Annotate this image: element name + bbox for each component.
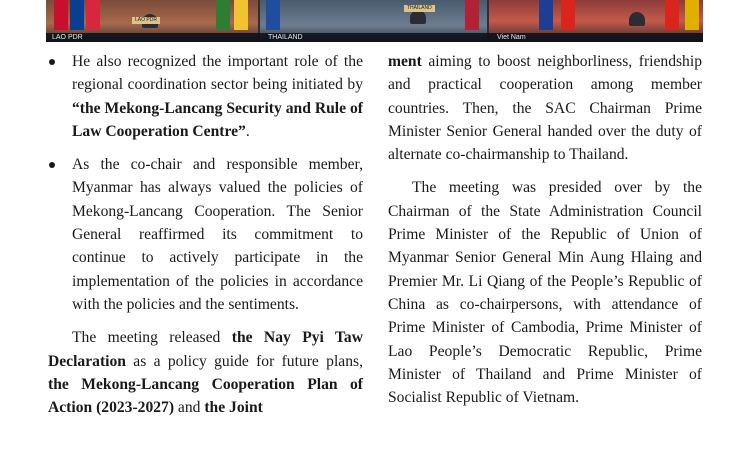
caption-bar [46, 33, 703, 42]
nameplate-thailand: THAILAND [404, 5, 435, 12]
right-p1-bold: ment [388, 53, 422, 70]
flag-icon [70, 0, 84, 30]
bullet-item-coordination [48, 50, 363, 143]
flag-icon [54, 0, 68, 30]
bullet-item-cochair [48, 153, 363, 316]
caption-vietnam: Viet Nam [497, 34, 526, 41]
caption-thailand: THAILAND [268, 34, 303, 41]
flag-icon [465, 0, 479, 30]
right-p1-text: aiming to boost neighborliness, friendship and practical cooperation among member countries. Then, the SAC Chairman Prime Minister Senior General handed over the duty of alternate co-chairmanship to Thailand. [388, 53, 702, 164]
para-bold-c: the Joint [204, 399, 263, 417]
bullet1-text-a: He also recognized the important role of the regional coordination sector being initiated by [72, 53, 363, 94]
video-conference-photo [46, 0, 703, 42]
para-bold-a: the Nay Pyi Taw Declaration [48, 329, 363, 370]
para-text-b: as a policy guide for future plans, [125, 352, 363, 370]
paragraph-presided: The meeting was presided over by the Chairman of the State Administration Council Prime Minister of the Republic of Union of Myanmar Senior General Min Aung Hlaing and Premier Mr. Li Qiang of the People’s Republic of China as co-chairpersons, with attendance of Prime Minister of Cambodia, Prime Minister of Lao People’s Democratic Republic, Prime Minister of Thailand and Prime Minister of Socialist Republic of Vietnam. [388, 179, 702, 407]
flag-icon [561, 0, 575, 30]
bullet2-text: As the co-chair and responsible member, Myanmar has always valued the policies of Mekong-Lancang Cooperation. The Senior General reaffirmed its commitment to continue to actively participate in the implementation of the policies in accordance with the policies and the sentiments. [72, 156, 363, 313]
para-text-a: The meeting released [72, 329, 232, 347]
bullet-icon [49, 162, 55, 168]
bullet1-bold: “the Mekong-Lancang Security and Rule of Law Cooperation Centre” [72, 99, 363, 140]
caption-lao: LAO PDR [52, 34, 83, 41]
left-column [48, 50, 363, 419]
flag-icon [685, 0, 699, 30]
nameplate-lao: LAO PDR [132, 17, 160, 24]
para-bold-b: the Mekong-Lancang Cooperation Plan of Action (2023-2027) [48, 375, 363, 417]
bullet-icon [49, 59, 55, 65]
flag-icon [216, 0, 230, 30]
delegate-figure [410, 10, 426, 24]
flag-icon [86, 0, 100, 30]
paragraph-joint-statement [388, 50, 702, 166]
flag-icon [665, 0, 679, 30]
para-text-c: and [174, 399, 205, 417]
bullet1-text-b: . [245, 122, 250, 140]
flag-icon [234, 0, 248, 30]
flag-icon [266, 0, 280, 30]
flag-icon [539, 0, 553, 30]
right-column [388, 50, 702, 409]
delegate-figure [629, 12, 645, 26]
paragraph-declaration [48, 326, 363, 419]
